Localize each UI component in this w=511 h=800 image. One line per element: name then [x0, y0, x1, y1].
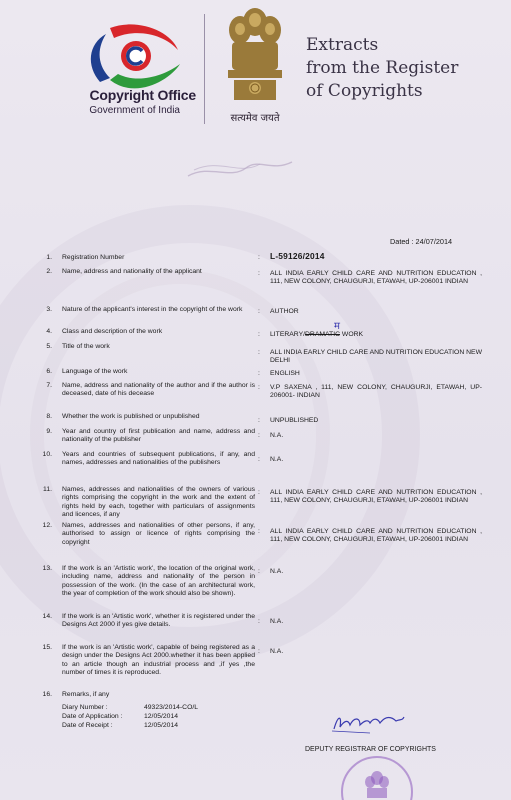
entry-number: 8. — [46, 413, 52, 420]
diary-key: Date of Receipt : — [62, 722, 113, 729]
design-capable-value: N.A. — [270, 648, 284, 655]
entry-number: 4. — [46, 328, 52, 335]
entry-label: Nature of the applicant's interest in the copyright of the work — [62, 306, 243, 313]
entry-label: If the work is an 'Artistic work', the location of the original work, including name, address and nationality of the person in possession of the work. (In the case of an architectural work, the year of completion of the work should also be shown). — [62, 565, 255, 597]
language-value: ENGLISH — [270, 370, 300, 377]
office-subtitle: Government of India — [89, 105, 180, 116]
entry-label: Registration Number — [62, 254, 125, 261]
authorised-persons-value: ALL INDIA EARLY CHILD CARE AND NUTRITION EDUCATION , 111, NEW COLONY, CHAUGURJI, ETAWAH, UP-206001 INDIAN — [270, 528, 482, 544]
colon: : — [258, 308, 260, 315]
diary-value: 12/05/2014 — [144, 722, 179, 729]
colon: : — [258, 370, 260, 377]
interest-value: AUTHOR — [270, 308, 299, 315]
colon: : — [258, 384, 260, 391]
class-value — [270, 331, 482, 339]
entry-label: If the work is an 'Artistic work', capable of being registered as a design under the Designs Act 2000.whether it has been applied to an article though an industrial process and ,if yes ,the number of times it is reproduced. — [62, 644, 255, 676]
colon: : — [258, 417, 260, 424]
first-publication-value: N.A. — [270, 432, 284, 439]
entry-number: 6. — [46, 368, 52, 375]
colon: : — [258, 528, 260, 535]
entry-number: 9. — [46, 428, 52, 435]
artistic-location-value: N.A. — [270, 568, 284, 575]
rights-owners-value: ALL INDIA EARLY CHILD CARE AND NUTRITION EDUCATION , 111, NEW COLONY, CHAUGURJI, ETAWAH, UP-206001 INDIAN — [270, 489, 482, 505]
emblem-motto: सत्यमेव जयते — [230, 113, 280, 124]
colon: : — [258, 618, 260, 625]
entry-label: Name, address and nationality of the author and if the author is deceased, date of his decease — [62, 382, 255, 398]
entry-label: Title of the work — [62, 343, 110, 350]
diary-row — [62, 713, 178, 720]
title-line-1: Extracts — [306, 35, 379, 55]
entry-label: Class and description of the work — [62, 328, 163, 335]
entry-number: 7. — [46, 382, 52, 389]
colon: : — [258, 432, 260, 439]
colon: : — [258, 489, 260, 496]
colon: : — [258, 648, 260, 655]
entry-number: 13. — [42, 565, 52, 572]
class-value-suffix: WORK — [340, 331, 364, 338]
diary-key: Date of Application : — [62, 713, 123, 720]
title-line-2: from the Register — [306, 58, 459, 78]
title-line-3: of Copyrights — [306, 81, 423, 101]
colon: : — [258, 349, 260, 356]
entry-label: Language of the work — [62, 368, 128, 375]
colon: : — [258, 270, 260, 277]
entry-label: Year and country of first publication and name, address and nationality of the publisher — [62, 428, 255, 444]
issue-date: Dated : 24/07/2014 — [390, 237, 453, 246]
published-value: UNPUBLISHED — [270, 417, 319, 424]
national-emblem-icon — [224, 4, 286, 108]
entry-number: 5. — [46, 343, 52, 350]
stamp-emblem-icon — [362, 770, 392, 800]
entry-number: 2. — [46, 268, 52, 275]
handwritten-signature — [330, 711, 408, 735]
document-title — [306, 34, 458, 103]
entry-number: 15. — [42, 644, 52, 651]
entry-number: 3. — [46, 306, 52, 313]
class-value-struck: DRAMATIC — [305, 331, 341, 338]
class-value-prefix: LITERARY/ — [270, 331, 306, 338]
entry-number: 11. — [43, 486, 52, 493]
entry-number: 1. — [46, 254, 52, 261]
entry-number: 10. — [42, 451, 52, 458]
colon: : — [258, 254, 260, 261]
handwritten-correction: म — [334, 321, 340, 332]
watermark-seal-mark — [180, 150, 300, 190]
entry-label: Names, addresses and nationalities of other persons, if any, authorised to assign or licence of rights comprising the copyright — [62, 522, 255, 546]
signatory-title: DEPUTY REGISTRAR OF COPYRIGHTS — [305, 746, 436, 753]
diary-value: 12/05/2014 — [144, 713, 179, 720]
header-divider — [204, 14, 205, 124]
colon: : — [258, 331, 260, 338]
applicant-value: ALL INDIA EARLY CHILD CARE AND NUTRITION EDUCATION , 111, NEW COLONY, CHAUGURJI, ETAWAH, UP-206001 INDIAN — [270, 270, 482, 286]
diary-key: Diary Number : — [62, 704, 108, 711]
entry-label: Whether the work is published or unpublished — [62, 413, 200, 420]
colon: : — [258, 568, 260, 575]
diary-row — [62, 722, 178, 729]
registration-number: L-59126/2014 — [270, 251, 325, 261]
author-value: V.P SAXENA , 111, NEW COLONY, CHAUGURJI, ETAWAH, UP-206001- INDIAN — [270, 384, 482, 400]
office-name: Copyright Office — [89, 87, 196, 103]
colon: : — [258, 456, 260, 463]
diary-row — [62, 704, 198, 711]
entry-label: Names, addresses and nationalities of the owners of various rights comprising the copyright in the work and the extent of rights held by each, together with particulars of assignments and licences, if any — [62, 486, 255, 518]
entry-number: 16. — [42, 691, 52, 698]
entry-label: Remarks, if any — [62, 691, 110, 698]
diary-value: 49323/2014-CO/L — [144, 704, 199, 711]
subsequent-publication-value: N.A. — [270, 456, 284, 463]
entry-label: If the work is an 'Artistic work', whether it is registered under the Designs Act 2000 if yes give details. — [62, 613, 255, 629]
entry-number: 12. — [42, 522, 52, 529]
title-value: ALL INDIA EARLY CHILD CARE AND NUTRITION EDUCATION NEW DELHI — [270, 349, 482, 365]
entry-number: 14. — [42, 613, 52, 620]
designs-registered-value: N.A. — [270, 618, 284, 625]
entry-label: Years and countries of subsequent publications, if any, and names, addresses and nationalities of the publishers — [62, 451, 255, 467]
entry-label: Name, address and nationality of the applicant — [62, 268, 202, 275]
